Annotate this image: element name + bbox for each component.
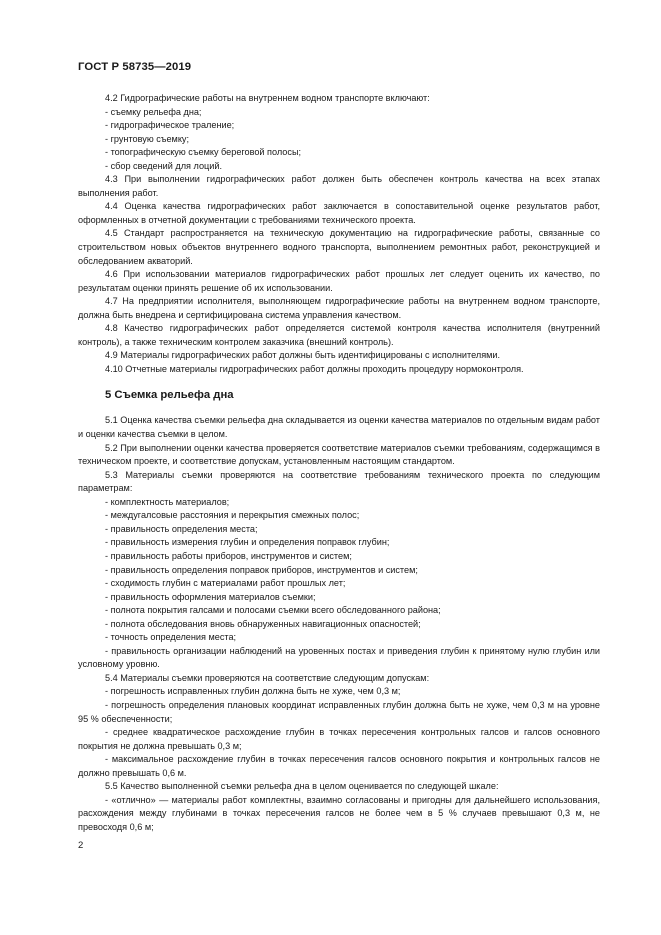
list-item: - грунтовую съемку; — [105, 133, 190, 144]
paragraph-4-9: 4.9 Материалы гидрографических работ должны быть идентифицированы с исполнителями. — [105, 350, 501, 361]
paragraph-5-2: 5.2 При выполнении оценки качества проверяется соответствие материалов съемки требованиям, содержащимся в техническом проекте, и соответствие допускам, установленным настоящим стандартом. — [78, 442, 600, 467]
list-item: - съемку рельефа дна; — [105, 106, 202, 117]
list-item: - максимальное расхождение глубин в точках пересечения галсов основного покрытия и контрольных галсов не должно превышать 0,6 м. — [78, 754, 600, 778]
list-item: - «отлично» — материалы работ комплектны, взаимно согласованы и пригодны для дальнейшего использования, расхождения между глубинами в точках пересечения галсов не более чем в 5 % случаев превышают 0,3 м, не превосходя 0,6 м; — [78, 794, 600, 832]
paragraph-4-8: 4.8 Качество гидрографических работ определяется системой контроля качества исполнителя (внутренний контроль), а также техническим контролем заказчика (внешний контроль). — [78, 323, 600, 347]
list-item: - междугалсовые расстояния и перекрытия смежных полос; — [105, 510, 360, 521]
list-item: - правильность оформления материалов съемки; — [105, 591, 316, 602]
paragraph-4-3: 4.3 При выполнении гидрографических работ должен быть обеспечен контроль качества на всех этапах выполнения работ. — [78, 174, 600, 198]
list-item: - полнота обследования вновь обнаруженных навигационных опасностей; — [105, 618, 421, 629]
list-item: - комплектность материалов; — [105, 496, 230, 507]
paragraph-5-5: 5.5 Качество выполненной съемки рельефа дна в целом оценивается по следующей шкале: — [105, 781, 499, 792]
paragraph-4-7: 4.7 На предприятии исполнителя, выполняющем гидрографические работы на внутреннем водном транспорте, должна быть внедрена и сертифицирована система управления качеством. — [78, 296, 600, 320]
paragraph-4-5: 4.5 Стандарт распространяется на техническую документацию на гидрографические работы, связанные со строительством новых объектов внутреннего водного транспорта, выполнением ремонтных работ, реконструкцией и обследованием акваторий. — [78, 228, 600, 266]
list-item: - гидрографическое траление; — [105, 120, 235, 131]
list-item: - правильность измерения глубин и определения поправок глубин; — [105, 537, 390, 548]
paragraph-4-2: 4.2 Гидрографические работы на внутреннем водном транспорте включают: — [105, 93, 430, 103]
list-item: - сходимость глубин с материалами работ прошлых лет; — [105, 578, 346, 589]
list-item: - топографическую съемку береговой полосы; — [105, 147, 302, 158]
list-item: - среднее квадратическое расхождение глубин в точках пересечения контрольных галсов и галсов основного покрытия не должна превышать 0,3 м; — [78, 727, 600, 751]
list-item: - правильность работы приборов, инструментов и систем; — [105, 550, 352, 561]
document-header: ГОСТ Р 58735—2019 — [78, 61, 192, 73]
list-item: - правильность определения места; — [105, 523, 258, 534]
list-item: - точность определения места; — [105, 632, 237, 643]
list-item: - погрешность исправленных глубин должна быть не хуже, чем 0,3 м; — [105, 686, 401, 697]
paragraph-5-4: 5.4 Материалы съемки проверяются на соответствие следующим допускам: — [105, 672, 430, 683]
list-item: - правильность определения поправок приборов, инструментов и систем; — [105, 564, 418, 575]
list-item: - полнота покрытия галсами и полосами съемки всего обследованного района; — [105, 605, 441, 616]
paragraph-4-4: 4.4 Оценка качества гидрографических работ заключается в сопоставительной оценке результатов работ, оформленных в отчетной документации с требованиями технического проекта. — [78, 201, 600, 225]
document-body — [78, 92, 600, 834]
section-heading: 5 Съемка рельефа дна — [105, 389, 234, 402]
list-item: - правильность организации наблюдений на уровенных постах и приведения глубин к принятому нулю глубин или условному уровню. — [78, 645, 600, 670]
paragraph-5-3: 5.3 Материалы съемки проверяются на соответствие требованиям технического проекта по следующим параметрам: — [78, 469, 600, 494]
paragraph-5-1: 5.1 Оценка качества съемки рельефа дна складывается из оценки качества материалов по отдельным видам работ и оценки качества съемки в целом. — [78, 415, 600, 440]
page-number: 2 — [78, 840, 84, 851]
list-item: - сбор сведений для лоций. — [105, 160, 222, 171]
paragraph-4-10: 4.10 Отчетные материалы гидрографических работ должны проходить процедуру нормоконтроля. — [105, 363, 524, 374]
list-item: - погрешность определения плановых координат исправленных глубин должна быть не хуже, чем 0,3 м на уровне 95 % обеспеченности; — [78, 699, 600, 724]
paragraph-4-6: 4.6 При использовании материалов гидрографических работ прошлых лет следует оценить их качество, по результатам оценки принять решение об их использовании. — [78, 269, 600, 293]
